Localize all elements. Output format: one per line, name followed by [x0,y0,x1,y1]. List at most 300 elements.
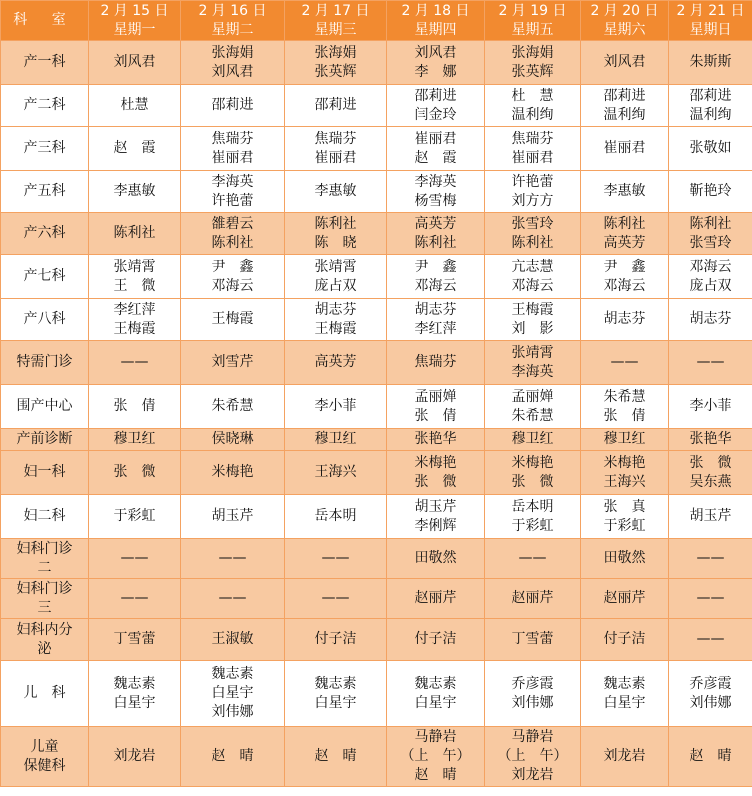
day-date: 2 月 16 日 [198,2,267,19]
duty-cell [485,539,581,579]
day-weekday: 星期日 [689,21,732,38]
doctor-name: 白星宇 [603,694,646,711]
doctor-name: 王梅霞 [511,301,554,318]
doctor-name: 陈利社 [603,215,646,232]
duty-cell [669,429,752,451]
day-weekday: 星期三 [314,21,357,38]
dept-name-line: 产五科 [23,183,66,199]
doctor-name: 高英芳 [314,354,357,370]
duty-cell [387,451,485,495]
dept-cell [1,495,89,539]
duty-cell [669,539,752,579]
doctor-name: 于彩虹 [603,517,646,534]
doctor-name: 刘龙岩 [511,767,554,783]
duty-cell [669,213,752,255]
dept-cell [1,41,89,85]
duty-cell [89,451,181,495]
duty-cell [89,385,181,429]
duty-cell [181,727,285,787]
duty-cell [669,385,752,429]
doctor-name: 温利绚 [603,106,646,123]
day-date: 2 月 15 日 [100,2,169,19]
dept-column-header: 科 室 [1,1,89,41]
doctor-name: —— [120,590,149,606]
duty-cell [285,213,387,255]
dept-name-line: 特需门诊 [16,354,73,370]
doctor-name: 张靖霄 [511,344,554,361]
duty-cell [387,341,485,385]
day-date: 2 月 18 日 [401,2,470,19]
doctor-name: 李惠敏 [113,183,156,199]
doctor-name: 赵 晴 [314,748,357,764]
doctor-name: 岳本明 [314,508,357,524]
doctor-name: 马静岩 [414,729,457,745]
dept-name-line: 妇二科 [23,508,66,524]
doctor-name: —— [321,550,350,566]
day-date: 2 月 20 日 [590,2,659,19]
duty-cell [285,539,387,579]
doctor-name: —— [696,631,725,647]
duty-cell [181,213,285,255]
doctor-name: 赵 霞 [113,140,156,156]
doctor-name: 张 真 [603,498,646,515]
duty-cell [485,85,581,127]
schedule-row [1,495,752,539]
duty-cell [581,495,669,539]
dept-name-line: 儿童 [30,738,59,755]
duty-cell [285,341,387,385]
doctor-name: 崔丽君 [511,149,554,166]
doctor-name: 陈利社 [113,225,156,241]
day-date: 2 月 19 日 [498,2,567,19]
doctor-name: 田敬然 [603,550,646,566]
duty-cell [485,41,581,85]
doctor-name: —— [120,550,149,566]
doctor-name: 王淑敏 [211,631,254,647]
duty-cell [387,429,485,451]
doctor-name: —— [218,550,247,566]
doctor-name: 于彩虹 [113,508,156,524]
dept-name-line: 二 [37,559,52,576]
doctor-name: 高英芳 [414,215,457,232]
doctor-name: 张雪玲 [689,234,732,251]
doctor-name: 邓海云 [511,277,554,294]
doctor-name: 刘风君 [603,54,646,70]
dept-name-line: 保健科 [23,757,66,774]
schedule-row [1,579,752,619]
doctor-name: 胡玉芹 [211,508,254,524]
doctor-name: 温利绚 [689,106,732,123]
dept-cell [1,213,89,255]
doctor-name: 穆卫红 [314,431,357,447]
doctor-name: 付子洁 [603,631,646,647]
duty-cell [581,429,669,451]
schedule-row [1,385,752,429]
doctor-name: —— [696,590,725,606]
duty-cell [387,727,485,787]
dept-name-line: 妇一科 [23,464,66,480]
duty-cell [485,619,581,661]
dept-name-line: 妇科门诊 [16,540,73,557]
doctor-name: 杜慧 [120,97,149,113]
doctor-name: 白星宇 [113,694,156,711]
doctor-name: 乔彦霞 [689,675,732,692]
duty-cell [485,341,581,385]
day-weekday: 星期四 [414,21,457,38]
doctor-name: 邵莉进 [211,97,254,113]
duty-cell [89,727,181,787]
dept-name-line: 产八科 [23,311,66,327]
doctor-name: 陈利社 [414,234,457,251]
duty-cell [285,385,387,429]
doctor-name: 王梅霞 [211,311,254,327]
doctor-name: 张英辉 [511,63,554,80]
duty-cell [181,341,285,385]
day-date: 2 月 21 日 [676,2,745,19]
doctor-name: 魏志素 [314,675,357,692]
doctor-name: 陈利社 [511,234,554,251]
duty-cell [89,299,181,341]
duty-cell [581,539,669,579]
doctor-name: 付子洁 [414,631,457,647]
duty-cell [181,495,285,539]
doctor-name: 穆卫红 [511,431,554,447]
doctor-name: 焦瑞芬 [211,130,254,147]
duty-cell [181,85,285,127]
day-weekday: 星期一 [113,21,156,38]
doctor-name: 白星宇 [314,694,357,711]
duty-cell [581,661,669,727]
duty-cell [89,341,181,385]
schedule-row [1,451,752,495]
doctor-name: 张 微 [689,454,732,471]
duty-cell [285,727,387,787]
day-header [285,1,387,41]
duty-cell [485,299,581,341]
doctor-name: 李红萍 [113,301,156,318]
doctor-name: 岳本明 [511,498,554,515]
duty-cell [387,661,485,727]
doctor-name: 米梅艳 [414,454,457,471]
duty-cell [285,495,387,539]
doctor-name: 张海娟 [211,44,254,61]
duty-cell [669,451,752,495]
duty-cell [181,579,285,619]
doctor-name: 刘方方 [511,192,554,209]
doctor-name: 田敬然 [414,550,457,566]
duty-cell [485,213,581,255]
duty-cell [285,451,387,495]
day-date: 2 月 17 日 [301,2,370,19]
doctor-name: 李海英 [414,173,457,190]
duty-cell [581,385,669,429]
day-header [581,1,669,41]
doctor-name: 尹 鑫 [211,258,254,275]
doctor-name: 庞占双 [689,277,732,294]
duty-cell [485,127,581,171]
doctor-name: 朱希慧 [603,388,646,405]
duty-cell [581,579,669,619]
doctor-name: 刘 影 [511,320,554,337]
doctor-name: 王 微 [113,277,156,294]
duty-cell [387,385,485,429]
doctor-name: 王梅霞 [113,320,156,337]
doctor-name: 刘雪芹 [211,354,254,370]
doctor-name: 邵莉进 [689,87,732,104]
duty-cell [485,661,581,727]
doctor-name: 崔丽君 [314,149,357,166]
doctor-name: —— [518,550,547,566]
doctor-name: 孟丽婵 [511,388,554,405]
doctor-name: 焦瑞芬 [414,354,457,370]
duty-cell [387,299,485,341]
doctor-name: 李海英 [211,173,254,190]
duty-cell [181,171,285,213]
doctor-name: 靳艳玲 [689,183,732,199]
day-header [669,1,752,41]
doctor-name: 孟丽婵 [414,388,457,405]
duty-cell [485,495,581,539]
doctor-name: 朱希慧 [511,407,554,424]
dept-name-line: 产一科 [23,54,66,70]
doctor-name: 邵莉进 [414,87,457,104]
doctor-name: （上 午） [497,748,568,764]
doctor-name: 赵丽芹 [414,590,457,606]
doctor-name: 张 倩 [414,407,457,424]
doctor-name: 陈利社 [689,215,732,232]
doctor-name: 温利绚 [511,106,554,123]
doctor-name: 朱希慧 [211,398,254,414]
duty-cell [285,85,387,127]
header-row [1,1,752,41]
doctor-name: 张艳华 [414,431,457,447]
duty-cell [181,451,285,495]
doctor-name: 杜 慧 [511,87,554,104]
duty-cell [181,41,285,85]
duty-cell [285,171,387,213]
dept-cell [1,341,89,385]
dept-cell [1,727,89,787]
doctor-name: 米梅艳 [511,454,554,471]
day-weekday: 星期六 [603,21,646,38]
doctor-name: 高英芳 [603,234,646,251]
duty-cell [89,661,181,727]
dept-cell [1,661,89,727]
duty-cell [285,579,387,619]
doctor-name: 杨雪梅 [414,192,457,209]
doctor-name: —— [696,550,725,566]
doctor-name: 许艳蕾 [211,192,254,209]
duty-cell [285,127,387,171]
duty-cell [669,495,752,539]
duty-cell [181,661,285,727]
duty-cell [181,385,285,429]
dept-cell [1,539,89,579]
doctor-name: 张 微 [511,473,554,490]
doctor-name: 张敬如 [689,140,732,156]
duty-cell [89,171,181,213]
doctor-name: 张 微 [414,473,457,490]
day-header [485,1,581,41]
doctor-name: 白星宇 [414,694,457,711]
doctor-name: 庞占双 [314,277,357,294]
duty-cell [181,429,285,451]
doctor-name: 张靖霄 [314,258,357,275]
duty-cell [285,255,387,299]
duty-cell [285,661,387,727]
doctor-name: 邓海云 [414,277,457,294]
doctor-name: 张英辉 [314,63,357,80]
doctor-name: 赵 霞 [414,149,457,166]
doctor-name: 许艳蕾 [511,173,554,190]
duty-cell [89,255,181,299]
day-header [387,1,485,41]
doctor-name: 张 倩 [113,398,156,414]
doctor-name: 胡志芬 [689,311,732,327]
duty-cell [669,85,752,127]
dept-cell [1,429,89,451]
doctor-name: 赵 晴 [211,748,254,764]
doctor-name: 赵 晴 [414,767,457,783]
day-weekday: 星期二 [211,21,254,38]
doctor-name: 胡玉芹 [414,498,457,515]
dept-name-line: 产七科 [23,268,66,284]
duty-cell [485,727,581,787]
dept-name-line: 产前诊断 [16,431,73,447]
doctor-name: 魏志素 [211,666,254,682]
doctor-name: 邵莉进 [314,97,357,113]
dept-cell [1,171,89,213]
schedule-row [1,299,752,341]
dept-cell [1,85,89,127]
doctor-name: 胡志芬 [603,311,646,327]
doctor-name: 马静岩 [511,729,554,745]
duty-cell [89,429,181,451]
doctor-name: —— [610,354,639,370]
schedule-row [1,727,752,787]
duty-cell [89,213,181,255]
doctor-name: 胡玉芹 [689,508,732,524]
duty-cell [485,429,581,451]
doctor-name: 胡志芬 [314,301,357,318]
duty-cell [387,619,485,661]
schedule-row [1,661,752,727]
schedule-row [1,41,752,85]
duty-cell [285,619,387,661]
doctor-name: 穆卫红 [603,431,646,447]
doctor-name: 焦瑞芬 [314,130,357,147]
doctor-name: 刘风君 [414,44,457,61]
duty-cell [387,213,485,255]
doctor-name: 陈 晓 [314,234,357,251]
day-header [89,1,181,41]
doctor-name: 邓海云 [689,258,732,275]
doctor-name: 白星宇 [211,685,254,701]
duty-cell [485,385,581,429]
doctor-name: 尹 鑫 [603,258,646,275]
duty-cell [285,429,387,451]
duty-cell [89,41,181,85]
schedule-row [1,341,752,385]
schedule-row [1,213,752,255]
duty-cell [89,539,181,579]
duty-cell [285,41,387,85]
doctor-name: 刘龙岩 [113,748,156,764]
doctor-name: 乔彦霞 [511,675,554,692]
schedule-row [1,171,752,213]
doctor-name: 侯晓琳 [211,431,254,447]
duty-cell [669,299,752,341]
doctor-name: 张靖霄 [113,258,156,275]
doctor-name: 李红萍 [414,320,457,337]
duty-cell [669,579,752,619]
dept-name-line: 三 [37,599,52,616]
dept-cell [1,579,89,619]
doctor-name: 李海英 [511,363,554,380]
duty-cell [669,727,752,787]
doctor-name: 张海娟 [314,44,357,61]
doctor-name: —— [218,590,247,606]
doctor-name: 米梅艳 [211,464,254,480]
duty-cell [581,341,669,385]
duty-cell [669,341,752,385]
duty-cell [181,127,285,171]
duty-cell [581,213,669,255]
doctor-name: —— [321,590,350,606]
schedule-row [1,85,752,127]
schedule-row [1,127,752,171]
duty-cell [89,85,181,127]
duty-cell [485,171,581,213]
doctor-name: 魏志素 [113,675,156,692]
duty-cell [669,619,752,661]
duty-cell [669,171,752,213]
doctor-name: 刘龙岩 [603,748,646,764]
dept-cell [1,299,89,341]
doctor-name: 张海娟 [511,44,554,61]
doctor-name: 尹 鑫 [414,258,457,275]
doctor-name: 亢志慧 [511,258,554,275]
doctor-name: 邓海云 [211,277,254,294]
doctor-name: 闫金玲 [414,106,457,123]
duty-cell [387,85,485,127]
dept-name-line: 围产中心 [16,398,73,414]
schedule-row [1,539,752,579]
doctor-name: 张 倩 [603,407,646,424]
duty-cell [387,495,485,539]
doctor-name: 李俐辉 [414,517,457,534]
duty-cell [581,299,669,341]
doctor-name: 崔丽君 [414,130,457,147]
doctor-name: 丁雪蕾 [113,631,156,647]
day-weekday: 星期五 [511,21,554,38]
duty-cell [485,579,581,619]
doctor-name: 李惠敏 [603,183,646,199]
doctor-name: 王梅霞 [314,320,357,337]
dept-cell [1,619,89,661]
duty-cell [387,127,485,171]
duty-cell [669,661,752,727]
doctor-name: 吴东燕 [689,473,732,490]
doctor-name: 刘伟娜 [689,694,732,711]
duty-cell [581,255,669,299]
dept-name-line: 产六科 [23,225,66,241]
duty-cell [581,727,669,787]
doctor-name: 赵丽芹 [603,590,646,606]
doctor-name: 赵丽芹 [511,590,554,606]
duty-cell [89,127,181,171]
doctor-name: 邵莉进 [603,87,646,104]
